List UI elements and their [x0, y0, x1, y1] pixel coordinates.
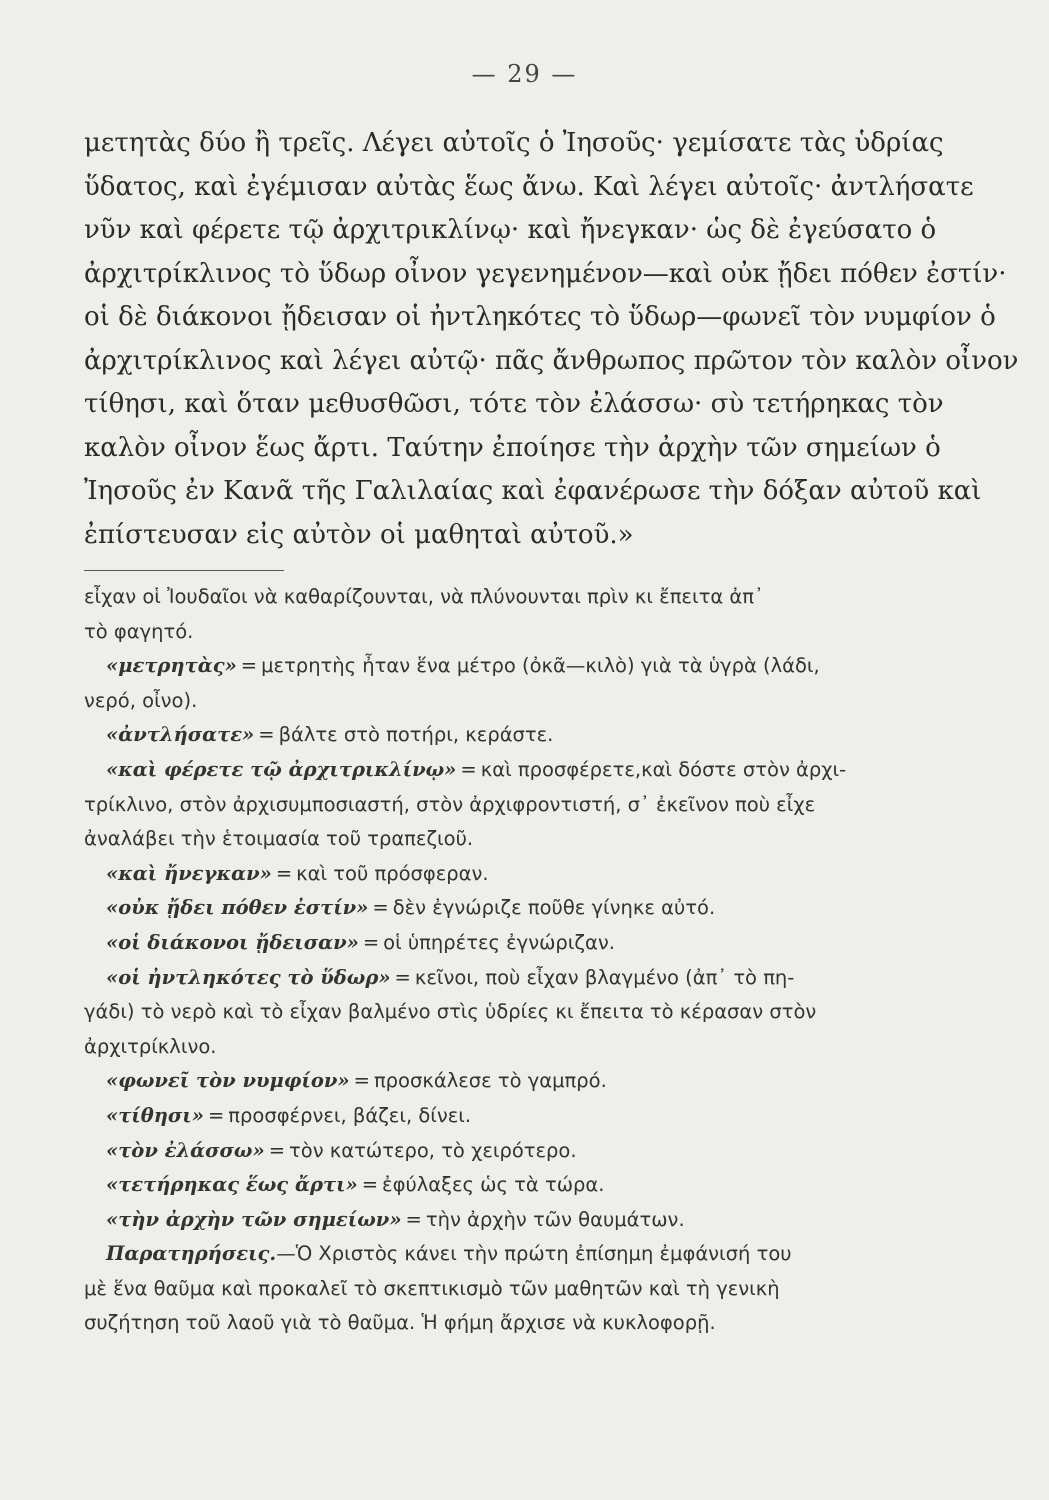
main-text-line: καλὸν οἶνον ἕως ἄρτι. Ταύτην ἐποίησε τὴν ἀρχὴν τῶν σημείων ὁ [84, 432, 941, 463]
gloss-definition: τὸν κατώτερο, τὸ χειρότερο. [289, 1138, 577, 1162]
gloss-entry [84, 1064, 962, 1099]
main-text-line: οἱ δὲ διάκονοι ᾔδεισαν οἱ ἠντληκότες τὸ ὕδωρ—φωνεῖ τὸν νυμφίον ὁ [84, 302, 996, 332]
gloss-entry [84, 1168, 962, 1203]
gloss-equals: = [268, 1138, 286, 1162]
gloss-term: «οὐκ ᾔδει πόθεν ἐστίν» [106, 896, 369, 920]
remarks-continuation: συζήτηση τοῦ λαοῦ γιὰ τὸ θαῦμα. Ἡ φήμη ἄρχισε νὰ κυκλοφορῇ. [84, 1311, 716, 1335]
gloss-definition: ἐφύλαξες ὡς τὰ τώρα. [382, 1173, 605, 1197]
gloss-equals: = [275, 861, 293, 885]
main-text-line: ὕδατος, καὶ ἐγέμισαν αὐτὰς ἕως ἄνω. Καὶ λέγει αὐτοῖς· ἀντλήσατε [84, 171, 974, 202]
gloss-equals: = [207, 1103, 225, 1127]
gloss-definition: μετρητὴς ἦταν ἕνα μέτρο (ὀκᾶ—κιλὸ) γιὰ τὰ ὑγρὰ (λάδι, [261, 654, 820, 678]
gloss-equals: = [258, 723, 275, 747]
gloss-entry [84, 753, 962, 788]
gloss-equals: = [394, 965, 411, 989]
gloss-definition: τὴν ἀρχὴν τῶν θαυμάτων. [425, 1207, 685, 1231]
gloss-equals: = [240, 654, 258, 678]
gloss-entry [84, 649, 962, 684]
main-text-line: νῦν καὶ φέρετε τῷ ἀρχιτρικλίνῳ· καὶ ἤνεγκαν· ὡς δὲ ἐγεύσατο ὁ [84, 215, 937, 245]
footnote-divider [84, 570, 284, 571]
gloss-equals: = [361, 1173, 379, 1197]
gloss-entry [84, 1134, 962, 1169]
gloss-equals: = [353, 1069, 370, 1093]
gloss-term: «τὴν ἀρχὴν τῶν σημείων» [106, 1207, 402, 1231]
gloss-definition: προσφέρνει, βάζει, δίνει. [228, 1103, 472, 1127]
gloss-definition: κεῖνοι, ποὺ εἶχαν βλαγμένο (ἀπ᾿ τὸ πη- [414, 965, 795, 989]
gloss-definition: οἱ ὑπηρέτες ἐγνώριζαν. [383, 930, 615, 954]
gloss-continuation: νερό, οἶνο). [84, 688, 198, 712]
gloss-definition: καὶ προσφέρετε,καὶ δόστε στὸν ἀρχι- [480, 757, 847, 781]
gloss-term: «καὶ φέρετε τῷ ἀρχιτρικλίνῳ» [106, 757, 457, 781]
gloss-term: «ἀντλήσατε» [106, 723, 255, 747]
main-text [84, 122, 1019, 557]
gloss-term: «τετήρηκας ἕως ἄρτι» [106, 1173, 358, 1197]
main-text-line: μετητὰς δύο ἢ τρεῖς. Λέγει αὐτοῖς ὁ Ἰησοῦς· γεμίσατε τὰς ὑδρίας [84, 128, 944, 158]
gloss-entry [84, 961, 962, 996]
footnotes [84, 580, 962, 1341]
gloss-entry [84, 926, 962, 961]
page-number: — 29 — [471, 60, 578, 88]
gloss-definition: δὲν ἐγνώριζε ποῦθε γίνηκε αὐτό. [392, 896, 716, 920]
gloss-continuation: ἀρχιτρίκλινο. [84, 1034, 217, 1058]
remarks-line [84, 1237, 962, 1272]
gloss-term: «φωνεῖ τὸν νυμφίον» [106, 1069, 350, 1093]
gloss-equals: = [372, 896, 389, 920]
gloss-term: «μετρητὰς» [106, 654, 237, 678]
main-text-line: Ἰησοῦς ἐν Κανᾶ τῆς Γαλιλαίας καὶ ἐφανέρωσε τὴν δόξαν αὐτοῦ καὶ [84, 476, 982, 506]
notes-intro-line: εἶχαν οἱ Ἰουδαῖοι νὰ καθαρίζουνται, νὰ πλύνουνται πρὶν κι ἔπειτα ἀπ᾿ [84, 585, 764, 608]
remarks-continuation: μὲ ἕνα θαῦμα καὶ προκαλεῖ τὸ σκεπτικισμὸ τῶν μαθητῶν καὶ τὴ γενικὴ [84, 1276, 780, 1300]
gloss-equals: = [362, 930, 380, 954]
main-text-line: τίθησι, καὶ ὅταν μεθυσθῶσι, τότε τὸν ἐλάσσω· σὺ τετήρηκας τὸν [84, 389, 944, 419]
gloss-continuation: ἀναλάβει τὴν ἑτοιμασία τοῦ τραπεζιοῦ. [84, 827, 474, 851]
gloss-entry [84, 857, 962, 892]
gloss-term: «τὸν ἐλάσσω» [106, 1138, 265, 1162]
gloss-definition: προσκάλεσε τὸ γαμπρό. [373, 1069, 607, 1093]
gloss-continuation: τρίκλινο, στὸν ἀρχισυμποσιαστή, στὸν ἀρχιφροντιστή, σ᾿ ἐκεῖνον ποὺ εἶχε [84, 792, 816, 816]
gloss-definition: καὶ τοῦ πρόσφεραν. [296, 861, 489, 885]
main-text-line: ἀρχιτρίκλινος καὶ λέγει αὐτῷ· πᾶς ἄνθρωπος πρῶτον τὸν καλὸν οἶνον [84, 345, 1019, 376]
remarks-text: —Ὁ Χριστὸς κάνει τὴν πρώτη ἐπίσημη ἐμφάνισή του [276, 1242, 792, 1266]
gloss-definition: βάλτε στὸ ποτήρι, κεράστε. [278, 723, 554, 747]
gloss-equals: = [460, 757, 477, 781]
gloss-term: «καὶ ἤνεγκαν» [106, 861, 272, 885]
main-text-line: ἐπίστευσαν εἰς αὐτὸν οἱ μαθηταὶ αὐτοῦ.» [84, 519, 634, 550]
gloss-entry [84, 1099, 962, 1134]
main-text-line: ἀρχιτρίκλινος τὸ ὕδωρ οἶνον γεγενημένον—καὶ οὐκ ᾔδει πόθεν ἐστίν· [84, 258, 1007, 289]
remarks-label: Παρατηρήσεις. [106, 1242, 277, 1266]
gloss-entry [84, 1203, 962, 1238]
notes-intro-line: τὸ φαγητό. [84, 619, 194, 643]
gloss-continuation: γάδι) τὸ νερὸ καὶ τὸ εἶχαν βαλμένο στὶς ὑδρίες κι ἔπειτα τὸ κέρασαν στὸν [84, 1000, 817, 1024]
gloss-equals: = [405, 1207, 422, 1231]
gloss-entry [84, 891, 962, 926]
gloss-term: «οἱ ἠντληκότες τὸ ὕδωρ» [106, 965, 391, 989]
gloss-term: «τίθησι» [106, 1103, 204, 1127]
gloss-term: «οἱ διάκονοι ᾔδεισαν» [106, 930, 359, 954]
gloss-entry [84, 718, 962, 753]
